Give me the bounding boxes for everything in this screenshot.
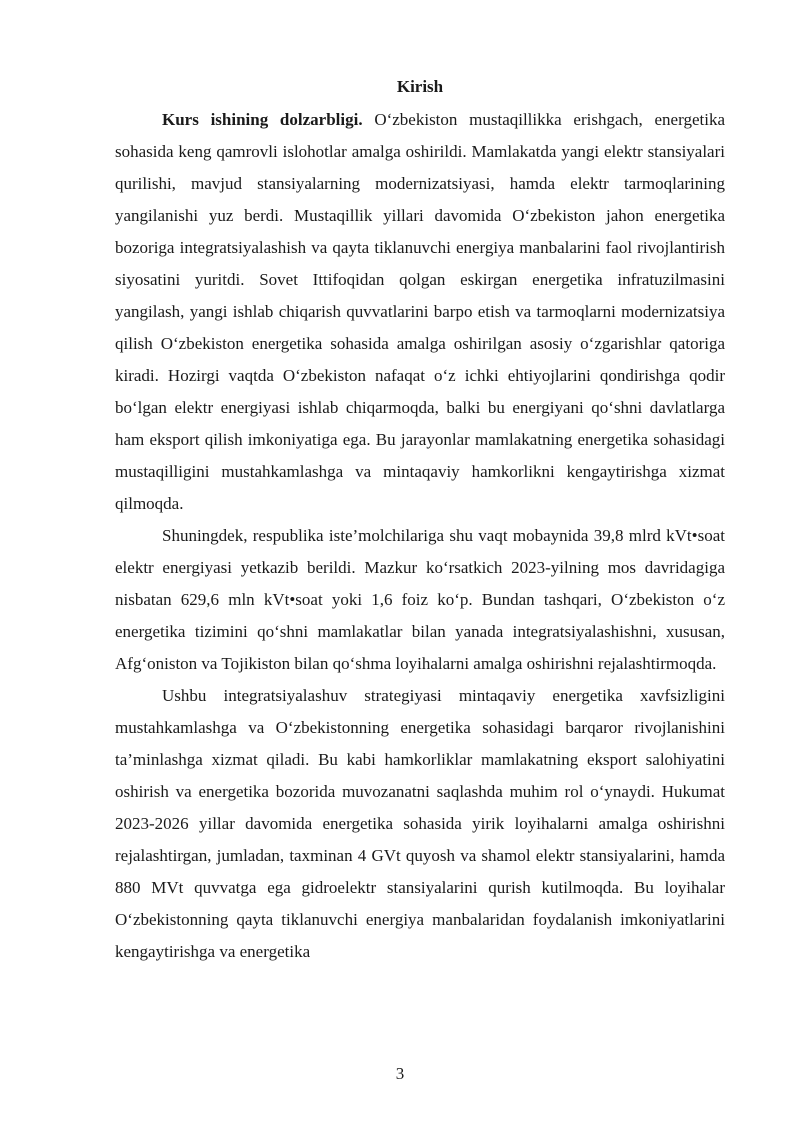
paragraph-electricity-supply	[115, 520, 725, 680]
document-page	[115, 74, 725, 968]
page-number: 3	[395, 1064, 405, 1083]
paragraph-text: O‘zbekiston mustaqillikka erishgach, energetika sohasida keng qamrovli islohotlar amalga oshirildi. Mamlakatda yangi elektr stansiyalari qurilishi, mavjud stansiyalarning modernizatsiyasi, hamda elektr tarmoqlarining yangilanishi yuz berdi. Mustaqillik yillari davomida O‘zbekiston jahon energetika bozoriga integratsiyalashish va qayta tiklanuvchi energiya manbalarini faol rivojlantirish siyosatini yuritdi. Sovet Ittifoqidan qolgan eskirgan energetika infratuzilmasini yangilash, yangi ishlab chiqarish quvvatlarini barpo etish va tarmoqlarni modernizatsiya qilish O‘zbekiston energetika sohasida amalga oshirilgan asosiy o‘zgarishlar qatoriga kiradi. Hozirgi vaqtda O‘zbekiston nafaqat o‘z ichki ehtiyojlarini qondirishga qodir bo‘lgan elektr energiyasi ishlab chiqarmoqda, balki bu energiyani qo‘shni davlatlarga ham eksport qilish imkoniyatiga ega. Bu jarayonlar mamlakatning energetika sohasidagi mustaqilligini mustahkamlashga va mintaqaviy hamkorlikni kengaytirishga xizmat qilmoqda.	[115, 110, 725, 513]
paragraph-text: Ushbu integratsiyalashuv strategiyasi mintaqaviy energetika xavfsizligini mustahkamlashga va O‘zbekistonning energetika sohasidagi barqaror rivojlanishini ta’minlashga xizmat qiladi. Bu kabi hamkorliklar mamlakatning eksport salohiyatini oshirish va energetika bozorida muvozanatni saqlashda muhim rol o‘ynaydi. Hukumat 2023-2026 yillar davomida energetika sohasida yirik loyihalarni amalga oshirishni rejalashtirgan, jumladan, taxminan 4 GVt quyosh va shamol elektr stansiyalarini, hamda 880 MVt quvvatga ega gidroelektr stansiyalarini qurish kutilmoqda. Bu loyihalar O‘zbekistonning qayta tiklanuvchi energiya manbalaridan foydalanish imkoniyatlarini kengaytirishga va energetika	[115, 686, 725, 961]
paragraph-text: Shuningdek, respublika iste’molchilariga shu vaqt mobaynida 39,8 mlrd kVt•soat elektr energiyasi yetkazib berildi. Mazkur ko‘rsatkich 2023-yilning mos davridagiga nisbatan 629,6 mln kVt•soat yoki 1,6 foiz ko‘p. Bundan tashqari, O‘zbekiston o‘z energetika tizimini qo‘shni mamlakatlar bilan yanada integratsiyalashishni, xususan, Afg‘oniston va Tojikiston bilan qo‘shma loyihalarni amalga oshirishni rejalashtirmoqda.	[115, 526, 725, 673]
page-title: Kirish	[396, 77, 444, 96]
paragraph-relevance	[115, 104, 725, 520]
paragraph-lead: Kurs ishining dolzarbligi.	[162, 110, 363, 129]
paragraph-integration-strategy	[115, 680, 725, 968]
